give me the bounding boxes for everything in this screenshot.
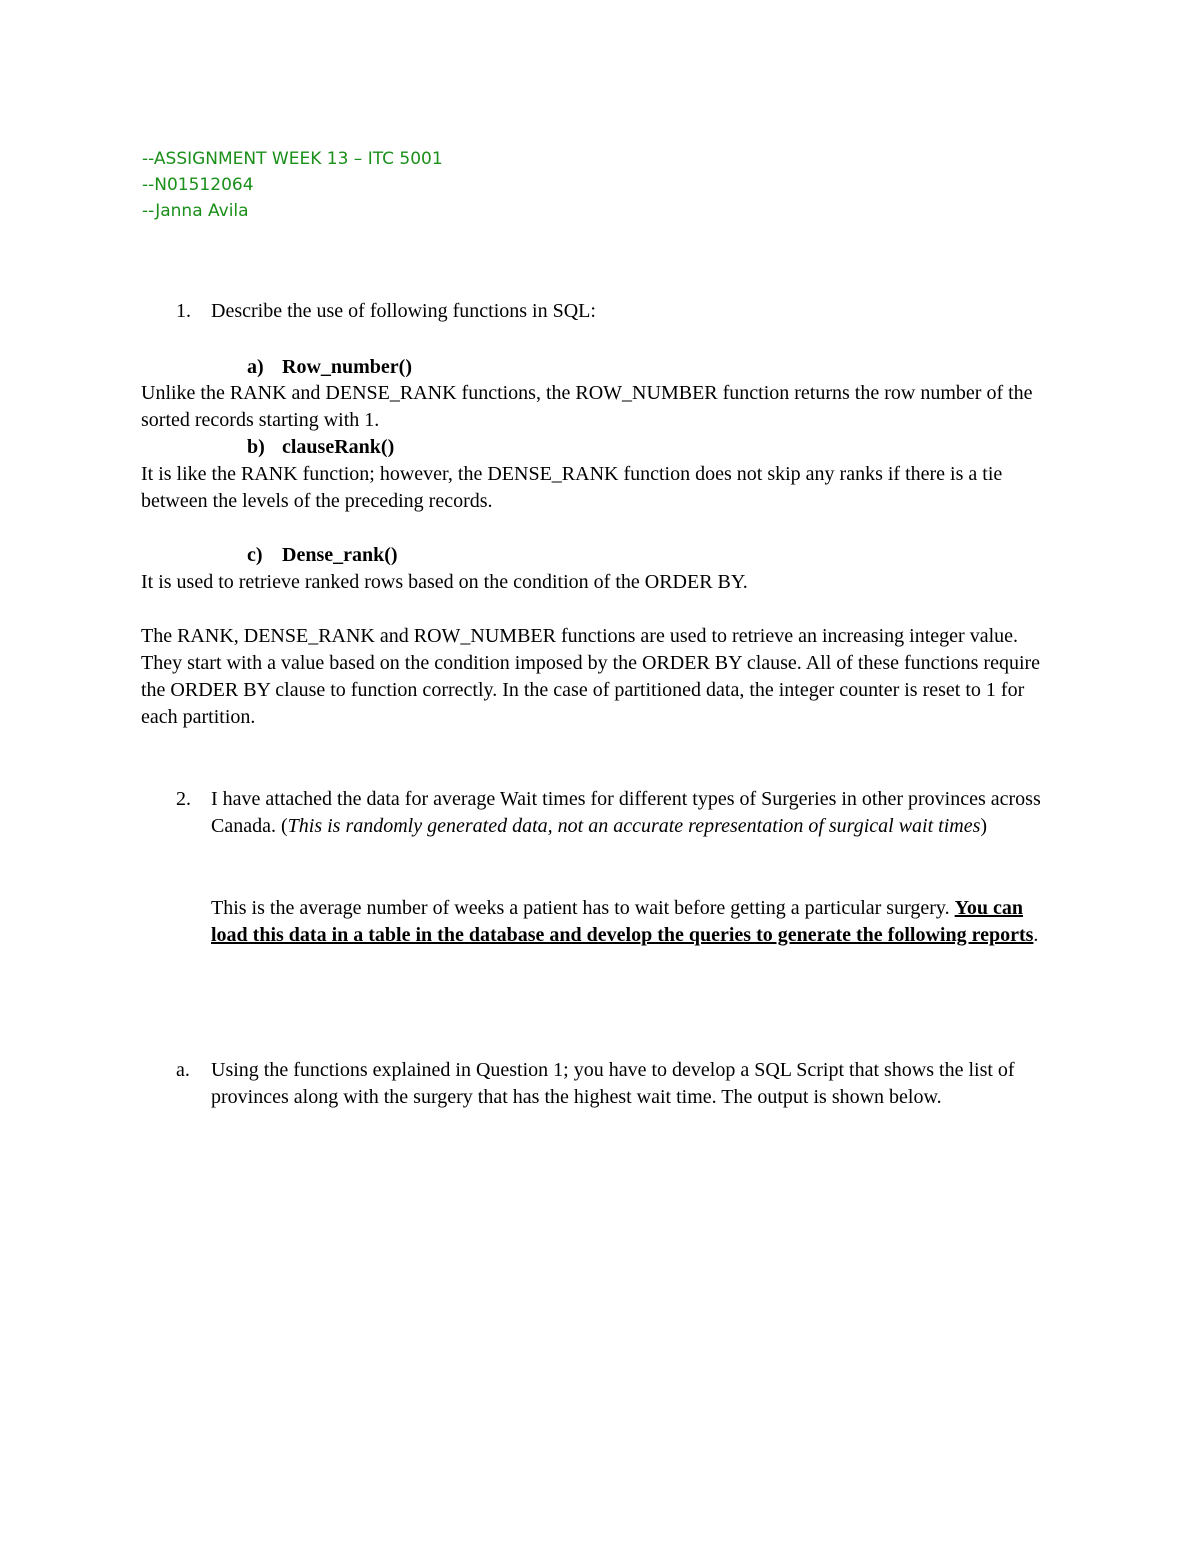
- question-2-number: 2.: [176, 788, 191, 810]
- answer-b-text: It is like the RANK function; however, the DENSE_RANK function does not skip any ranks if there is a tie between the levels of the preceding records.: [141, 463, 1003, 512]
- subheading-c-label: c): [247, 544, 263, 566]
- subheading-a-title: Row_number(): [282, 356, 412, 378]
- question-2: [176, 786, 1076, 876]
- question-2-text: [211, 786, 1041, 840]
- question-1: [176, 298, 1076, 325]
- subheading-c-title: Dense_rank(): [282, 544, 398, 566]
- subheading-b-title: clauseRank(): [282, 436, 395, 458]
- subheading-a: [247, 354, 412, 381]
- question-2-instructions: [211, 895, 1061, 955]
- summary-paragraph: The RANK, DENSE_RANK and ROW_NUMBER functions are used to retrieve an increasing integer value. They start with a value based on the condition imposed by the ORDER BY clause. All of these functions require the ORDER BY clause to function correctly. In the case of partitioned data, the integer counter is reset to 1 for each partition.: [141, 625, 1041, 728]
- subheading-b: [247, 434, 394, 461]
- subheading-b-label: b): [247, 436, 265, 458]
- instructions-plain: This is the average number of weeks a patient has to wait before getting a particular surgery.: [211, 897, 955, 919]
- header-course-line: --ASSIGNMENT WEEK 13 – ITC 5001: [142, 149, 443, 169]
- assignment-header: [142, 146, 443, 224]
- question-2-close: ): [980, 815, 988, 837]
- question-2-italic-note: This is randomly generated data, not an accurate representation of surgical wait times: [287, 815, 981, 837]
- question-a: [176, 1057, 1076, 1142]
- question-1-number: 1.: [176, 300, 191, 322]
- question-a-number: a.: [176, 1059, 190, 1081]
- question-a-text: Using the functions explained in Question 1; you have to develop a SQL Script that shows the list of provinces along with the surgery that has the highest wait time. The output is shown below.: [211, 1059, 1015, 1108]
- question-1-text: Describe the use of following functions in SQL:: [211, 300, 596, 322]
- subheading-a-label: a): [247, 356, 264, 378]
- answer-a-text: Unlike the RANK and DENSE_RANK functions, the ROW_NUMBER function returns the row number of the sorted records starting with 1.: [141, 382, 1033, 431]
- instructions-emphasis: You can load this data in a table in the database and develop the queries to generate the following reports: [211, 897, 1034, 946]
- question-2-plain: I have attached the data for average Wait times for different types of Surgeries in other provinces across Canada. (: [211, 788, 1041, 837]
- header-student-id: --N01512064: [142, 175, 254, 195]
- answer-c-text: It is used to retrieve ranked rows based on the condition of the ORDER BY.: [141, 571, 748, 593]
- instructions-end: .: [1033, 924, 1039, 946]
- header-student-name: --Janna Avila: [142, 201, 249, 221]
- subheading-c: [247, 542, 398, 569]
